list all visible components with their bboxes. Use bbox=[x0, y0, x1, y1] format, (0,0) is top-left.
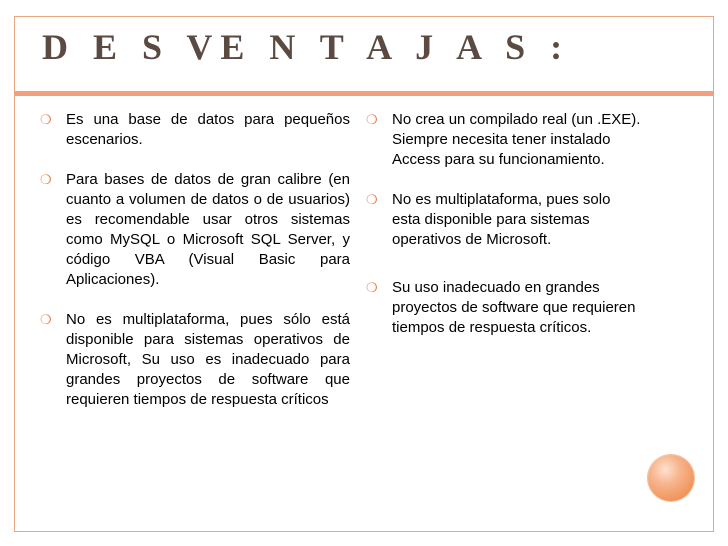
list-item bbox=[40, 110, 350, 150]
list-item-text: No es multiplataforma, pues solo esta disponible para sistemas operativos de Microsoft. bbox=[392, 191, 611, 248]
bullet-circle-icon: ❍ bbox=[40, 312, 52, 327]
title-divider bbox=[14, 91, 714, 96]
list-item bbox=[366, 190, 641, 250]
list-item-text: Su uso inadecuado en grandes proyectos de software que requieren tiempos de respuesta críticos. bbox=[392, 279, 636, 336]
bullet-circle-icon: ❍ bbox=[366, 280, 378, 295]
list-item bbox=[366, 278, 641, 338]
list-item-text: Para bases de datos de gran calibre (en cuanto a volumen de datos o de usuarios) es recomendable usar otros sistemas como MySQL o Microsoft SQL Server, y código VBA (Visual Basic para Aplicaciones). bbox=[66, 171, 350, 288]
list-item-text: Es una base de datos para pequeños escenarios. bbox=[66, 111, 350, 148]
list-item bbox=[40, 170, 350, 290]
list-item bbox=[40, 310, 350, 410]
bullet-circle-icon: ❍ bbox=[40, 112, 52, 127]
list-item bbox=[366, 110, 641, 170]
bullet-circle-icon: ❍ bbox=[366, 112, 378, 127]
list-item-text: No es multiplataforma, pues sólo está disponible para sistemas operativos de Microsoft, Su uso es inadecuado para grandes proyectos de software que requieren tiempos de respuesta críticos bbox=[66, 311, 350, 408]
decorative-orb bbox=[648, 455, 694, 501]
bullet-circle-icon: ❍ bbox=[366, 192, 378, 207]
list-item-text: No crea un compilado real (un .EXE). Siempre necesita tener instalado Access para su funcionamiento. bbox=[392, 111, 641, 168]
bullet-circle-icon: ❍ bbox=[40, 172, 52, 187]
right-bullet-list bbox=[366, 110, 641, 338]
slide-title: D E S VE N T A J A S : bbox=[42, 27, 571, 67]
left-bullet-list bbox=[40, 110, 350, 410]
